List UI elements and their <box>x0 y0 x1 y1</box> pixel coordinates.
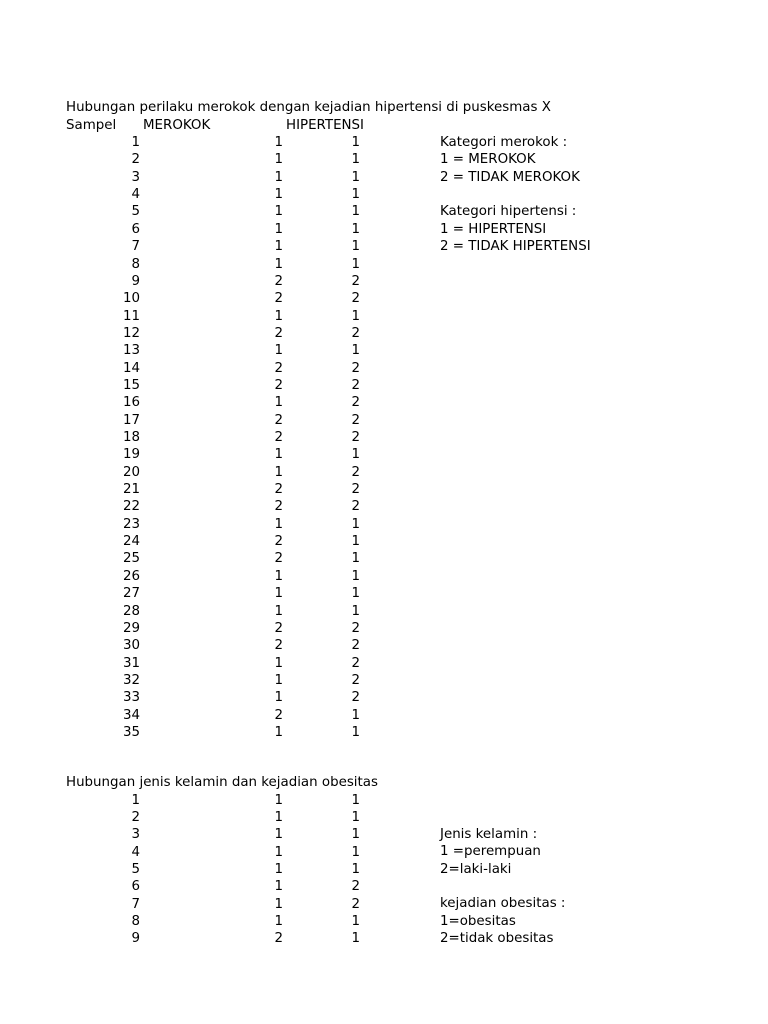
section1-cell-r16-c1: 1 <box>274 395 283 411</box>
section2-cell-r3-c0: 3 <box>131 827 140 843</box>
section1-cell-r23-c0: 23 <box>122 516 140 532</box>
section1-cell-r24-c1: 2 <box>274 534 283 549</box>
section1-cell-r7-c1: 1 <box>274 239 283 255</box>
section1-cell-r30-c2: 2 <box>351 638 360 654</box>
section1-cell-r20-c0: 20 <box>122 464 140 480</box>
section1-cell-r14-c0: 14 <box>122 360 140 376</box>
section1-cell-r2-c0: 2 <box>131 152 140 168</box>
section2-cell-r3-c1: 1 <box>274 827 283 843</box>
section2-legend-line-3: 2=laki-laki <box>440 861 512 877</box>
section2-cell-r7-c0: 7 <box>131 896 140 912</box>
section1-cell-r6-c2: 1 <box>351 221 360 237</box>
section1-cell-r10-c1: 2 <box>274 291 283 307</box>
section1-cell-r29-c2: 2 <box>351 620 360 636</box>
section2-title: Hubungan jenis kelamin dan kejadian obesitas <box>66 775 378 790</box>
section1-legend-line-2: 1 = MEROKOK <box>440 152 536 168</box>
section2-cell-r8-c0: 8 <box>131 914 140 929</box>
section1-cell-r29-c0: 29 <box>122 620 140 636</box>
section2-legend-line-1: Jenis kelamin : <box>440 827 538 842</box>
section1-title: Hubungan perilaku merokok dengan kejadian hipertensi di puskesmas X <box>66 100 551 115</box>
section1-cell-r9-c1: 2 <box>274 273 283 289</box>
section1-cell-r9-c2: 2 <box>351 273 360 289</box>
section1-cell-r31-c1: 1 <box>274 655 283 671</box>
section1-cell-r35-c1: 1 <box>274 724 283 740</box>
section1-cell-r18-c0: 18 <box>122 430 140 445</box>
section1-cell-r24-c2: 1 <box>351 534 360 549</box>
section2-cell-r7-c1: 1 <box>274 896 283 912</box>
section1-cell-r34-c0: 34 <box>122 707 140 723</box>
section1-cell-r11-c1: 1 <box>274 308 283 324</box>
section1-cell-r15-c0: 15 <box>122 377 140 393</box>
section2-cell-r7-c2: 2 <box>351 896 360 912</box>
section1-cell-r27-c2: 1 <box>351 586 360 602</box>
section1-cell-r28-c1: 1 <box>274 603 283 619</box>
section1-cell-r21-c0: 21 <box>122 482 140 497</box>
section1-cell-r25-c1: 2 <box>274 551 283 567</box>
section2-cell-r9-c1: 2 <box>274 931 283 947</box>
section1-cell-r6-c0: 6 <box>131 221 140 237</box>
header-hipertensi: HIPERTENSI <box>286 118 364 133</box>
section1-cell-r26-c1: 1 <box>274 568 283 584</box>
section1-cell-r24-c0: 24 <box>122 534 140 549</box>
section1-cell-r2-c1: 1 <box>274 152 283 168</box>
section1-cell-r4-c1: 1 <box>274 187 283 203</box>
section2-legend-line-2: 1 =perempuan <box>440 844 541 860</box>
section1-cell-r9-c0: 9 <box>131 273 140 289</box>
section2-cell-r2-c0: 2 <box>131 809 140 825</box>
section1-cell-r23-c1: 1 <box>274 516 283 532</box>
section1-cell-r12-c2: 2 <box>351 325 360 341</box>
section1-cell-r32-c1: 1 <box>274 672 283 688</box>
section1-cell-r30-c1: 2 <box>274 638 283 654</box>
section2-cell-r5-c0: 5 <box>131 861 140 877</box>
section2-legend-line-6: 1=obesitas <box>440 913 516 929</box>
section1-cell-r32-c0: 32 <box>122 672 140 688</box>
section2-cell-r5-c1: 1 <box>274 861 283 877</box>
section1-legend-line-3: 2 = TIDAK MEROKOK <box>440 169 580 185</box>
section1-legend-line-7: 2 = TIDAK HIPERTENSI <box>440 239 591 255</box>
section2-cell-r8-c2: 1 <box>351 914 360 929</box>
section1-cell-r5-c0: 5 <box>131 204 140 220</box>
section1-cell-r35-c2: 1 <box>351 724 360 740</box>
section1-cell-r22-c1: 2 <box>274 499 283 515</box>
section2-cell-r1-c0: 1 <box>131 792 140 808</box>
section2-cell-r4-c2: 1 <box>351 844 360 860</box>
section1-cell-r14-c1: 2 <box>274 360 283 376</box>
section2-cell-r1-c1: 1 <box>274 792 283 808</box>
section1-cell-r16-c2: 2 <box>351 395 360 411</box>
section1-cell-r18-c2: 2 <box>351 430 360 445</box>
section2-cell-r2-c1: 1 <box>274 809 283 825</box>
section1-cell-r17-c0: 17 <box>122 412 140 428</box>
section1-cell-r10-c0: 10 <box>122 291 140 307</box>
section2-cell-r9-c2: 1 <box>351 931 360 947</box>
section1-legend-line-1: Kategori merokok : <box>440 135 568 150</box>
section1-legend-line-5: Kategori hipertensi : <box>440 204 577 220</box>
section1-cell-r15-c2: 2 <box>351 377 360 393</box>
section1-cell-r20-c1: 1 <box>274 464 283 480</box>
section1-cell-r34-c1: 2 <box>274 707 283 723</box>
section2-cell-r8-c1: 1 <box>274 914 283 929</box>
section2-cell-r3-c2: 1 <box>351 827 360 843</box>
section1-cell-r26-c2: 1 <box>351 568 360 584</box>
section1-cell-r34-c2: 1 <box>351 707 360 723</box>
section1-cell-r23-c2: 1 <box>351 516 360 532</box>
section1-cell-r8-c0: 8 <box>131 256 140 272</box>
section1-cell-r7-c2: 1 <box>351 239 360 255</box>
section1-cell-r22-c0: 22 <box>122 499 140 515</box>
section1-cell-r13-c1: 1 <box>274 343 283 359</box>
section1-cell-r22-c2: 2 <box>351 499 360 515</box>
section1-cell-r8-c1: 1 <box>274 256 283 272</box>
section1-cell-r13-c2: 1 <box>351 343 360 359</box>
section1-cell-r27-c0: 27 <box>122 586 140 602</box>
section1-cell-r4-c0: 4 <box>131 187 140 203</box>
section1-cell-r33-c1: 1 <box>274 690 283 706</box>
section1-cell-r14-c2: 2 <box>351 360 360 376</box>
section2-cell-r4-c1: 1 <box>274 844 283 860</box>
section1-cell-r8-c2: 1 <box>351 256 360 272</box>
section1-cell-r27-c1: 1 <box>274 586 283 602</box>
section1-cell-r33-c0: 33 <box>122 690 140 706</box>
section1-cell-r11-c2: 1 <box>351 308 360 324</box>
section1-cell-r17-c1: 2 <box>274 412 283 428</box>
section1-cell-r35-c0: 35 <box>122 724 140 740</box>
section1-cell-r7-c0: 7 <box>131 239 140 255</box>
section1-cell-r3-c1: 1 <box>274 169 283 185</box>
section2-cell-r6-c0: 6 <box>131 879 140 895</box>
section1-cell-r29-c1: 2 <box>274 620 283 636</box>
section1-cell-r12-c1: 2 <box>274 325 283 341</box>
section1-cell-r28-c0: 28 <box>122 603 140 619</box>
section1-cell-r10-c2: 2 <box>351 291 360 307</box>
section1-cell-r31-c0: 31 <box>122 655 140 671</box>
section1-cell-r32-c2: 2 <box>351 672 360 688</box>
section1-cell-r17-c2: 2 <box>351 412 360 428</box>
section1-cell-r5-c1: 1 <box>274 204 283 220</box>
section2-cell-r1-c2: 1 <box>351 792 360 808</box>
section1-cell-r15-c1: 2 <box>274 377 283 393</box>
section1-cell-r1-c2: 1 <box>351 135 360 150</box>
section1-cell-r19-c2: 1 <box>351 447 360 463</box>
section1-cell-r3-c0: 3 <box>131 169 140 185</box>
section1-cell-r33-c2: 2 <box>351 690 360 706</box>
section1-cell-r30-c0: 30 <box>122 638 140 654</box>
section1-cell-r1-c1: 1 <box>274 135 283 150</box>
section2-cell-r2-c2: 1 <box>351 809 360 825</box>
section1-cell-r5-c2: 1 <box>351 204 360 220</box>
section2-cell-r5-c2: 1 <box>351 861 360 877</box>
section1-cell-r21-c2: 2 <box>351 482 360 497</box>
section2-legend-line-5: kejadian obesitas : <box>440 896 566 912</box>
section1-cell-r19-c1: 1 <box>274 447 283 463</box>
section1-legend-line-6: 1 = HIPERTENSI <box>440 221 547 237</box>
section1-cell-r2-c2: 1 <box>351 152 360 168</box>
section2-cell-r4-c0: 4 <box>131 844 140 860</box>
section1-cell-r31-c2: 2 <box>351 655 360 671</box>
section2-cell-r6-c2: 2 <box>351 879 360 895</box>
section1-cell-r12-c0: 12 <box>122 325 140 341</box>
header-merokok: MEROKOK <box>143 118 211 133</box>
section1-cell-r28-c2: 1 <box>351 603 360 619</box>
section1-cell-r25-c2: 1 <box>351 551 360 567</box>
section1-cell-r3-c2: 1 <box>351 169 360 185</box>
section1-cell-r6-c1: 1 <box>274 221 283 237</box>
section1-cell-r4-c2: 1 <box>351 187 360 203</box>
section1-cell-r11-c0: 11 <box>122 308 140 324</box>
section2-cell-r6-c1: 1 <box>274 879 283 895</box>
section2-cell-r9-c0: 9 <box>131 931 140 947</box>
section1-cell-r19-c0: 19 <box>122 447 140 463</box>
header-sampel: Sampel <box>66 118 117 133</box>
section1-cell-r18-c1: 2 <box>274 430 283 445</box>
section1-cell-r26-c0: 26 <box>122 568 140 584</box>
section1-cell-r1-c0: 1 <box>131 135 140 150</box>
section1-cell-r25-c0: 25 <box>122 551 140 567</box>
section1-cell-r21-c1: 2 <box>274 482 283 497</box>
section1-cell-r20-c2: 2 <box>351 464 360 480</box>
section1-cell-r13-c0: 13 <box>122 343 140 359</box>
section1-cell-r16-c0: 16 <box>122 395 140 411</box>
section2-legend-line-7: 2=tidak obesitas <box>440 931 554 947</box>
